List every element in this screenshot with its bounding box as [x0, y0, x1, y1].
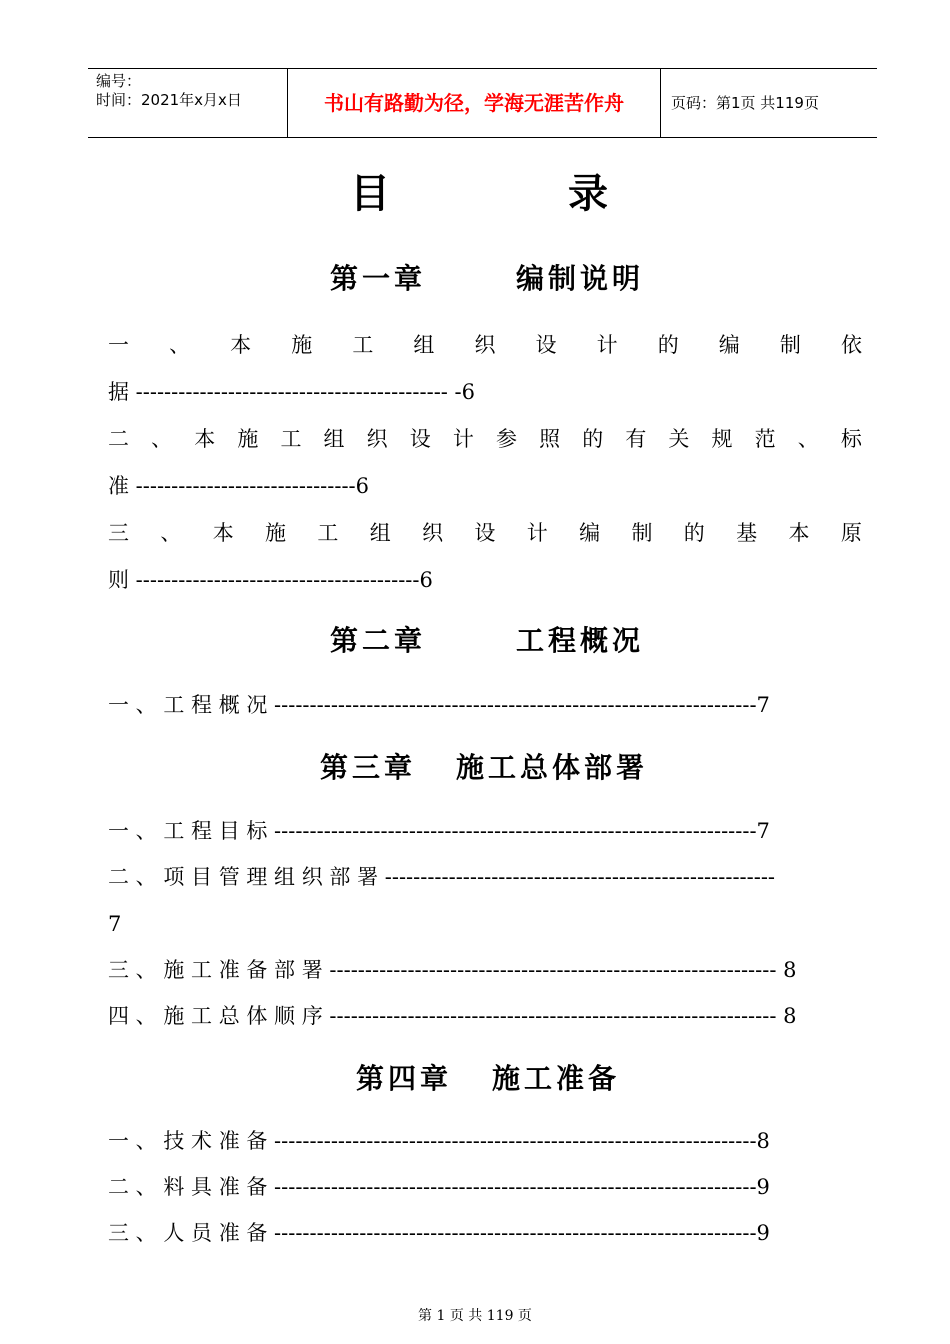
chapter-number: 第二章: [330, 624, 427, 657]
toc-char: 工: [352, 333, 374, 357]
toc-entry-3-2-cont[interactable]: 7: [108, 912, 122, 936]
toc-char: 的: [657, 333, 679, 357]
toc-char: 原: [840, 521, 862, 545]
title-char-1: 目: [350, 170, 390, 217]
toc-char: 制: [631, 521, 653, 545]
document-header: [88, 68, 877, 138]
toc-char: 、: [160, 521, 182, 545]
toc-char: 工: [317, 521, 339, 545]
toc-char: 三: [108, 521, 129, 545]
toc-char: 参: [495, 427, 517, 451]
toc-char: 组: [323, 427, 345, 451]
toc-char: 计: [596, 333, 618, 357]
chapter-name: 工程概况: [516, 624, 645, 657]
toc-char: 本: [230, 333, 252, 357]
toc-entry-3-4[interactable]: 四 、 施 工 总 体 顺 序 --------------------------------------------------------------- 8: [108, 1004, 797, 1028]
toc-char: 织: [422, 521, 444, 545]
toc-char: 标: [840, 427, 862, 451]
chapter-heading-1: [0, 259, 950, 299]
toc-char: 依: [840, 333, 862, 357]
toc-char: 、: [151, 427, 173, 451]
toc-char: 编: [579, 521, 601, 545]
chapter-heading-3: [0, 748, 950, 788]
page-footer: 第 1 页 共 119 页: [418, 1308, 532, 1324]
chapter-number: 第一章: [330, 262, 427, 295]
toc-char: 织: [474, 333, 496, 357]
toc-char: 关: [668, 427, 690, 451]
toc-entry-4-3[interactable]: 三 、 人 员 准 备 --------------------------------------------------------------------9: [108, 1221, 770, 1245]
toc-char: 基: [736, 521, 758, 545]
toc-entry-1-3-line2[interactable]: 则 ----------------------------------------6: [108, 568, 433, 592]
toc-char: 设: [535, 333, 557, 357]
toc-char: 制: [779, 333, 801, 357]
title-char-2: 录: [568, 170, 608, 217]
toc-char: 照: [539, 427, 561, 451]
toc-entry-1-1-line2[interactable]: 据 -------------------------------------------- -6: [108, 380, 476, 404]
toc-char: 有: [625, 427, 647, 451]
toc-char: 施: [265, 521, 287, 545]
toc-entry-4-1[interactable]: 一 、 技 术 准 备 --------------------------------------------------------------------8: [108, 1129, 770, 1153]
toc-char: 设: [474, 521, 496, 545]
toc-char: 本: [194, 427, 216, 451]
toc-entry-4-2[interactable]: 二 、 料 具 准 备 --------------------------------------------------------------------9: [108, 1175, 770, 1199]
toc-char: 组: [413, 333, 435, 357]
toc-char: 二: [108, 427, 129, 451]
toc-char: 设: [409, 427, 431, 451]
toc-char: 范: [754, 427, 776, 451]
toc-entry-1-3-line1: [108, 518, 862, 548]
header-page-info: 页码：第1页 共119页: [671, 94, 819, 112]
toc-entry-1-1-line1: [108, 330, 862, 360]
chapter-heading-2: [0, 621, 950, 661]
chapter-name: 编制说明: [516, 262, 645, 295]
toc-char: 本: [212, 521, 234, 545]
number-label: 编号：: [96, 72, 142, 90]
chapter-name: 施工准备: [492, 1062, 621, 1095]
toc-char: 施: [237, 427, 259, 451]
toc-char: 编: [718, 333, 740, 357]
chapter-number: 第三章: [320, 751, 417, 784]
toc-char: 工: [280, 427, 302, 451]
toc-char: 一: [108, 333, 129, 357]
toc-char: 施: [291, 333, 313, 357]
toc-entry-3-3[interactable]: 三 、 施 工 准 备 部 署 --------------------------------------------------------------- 8: [108, 958, 797, 982]
toc-entry-3-1[interactable]: 一 、 工 程 目 标 --------------------------------------------------------------------7: [108, 819, 770, 843]
toc-entry-1-2-line2[interactable]: 准 -------------------------------6: [108, 474, 370, 498]
toc-entry-3-2[interactable]: 二 、 项 目 管 理 组 织 部 署 -------------------------------------------------------: [108, 865, 776, 889]
chapter-number: 第四章: [356, 1062, 453, 1095]
header-motto: 书山有路勤为径，学海无涯苦作舟: [288, 69, 661, 137]
toc-char: 组: [369, 521, 391, 545]
toc-char: 本: [788, 521, 810, 545]
toc-entry-2-1[interactable]: 一 、 工 程 概 况 --------------------------------------------------------------------7: [108, 693, 770, 717]
toc-char: 规: [711, 427, 733, 451]
header-meta: [88, 69, 288, 137]
toc-char: 、: [169, 333, 191, 357]
chapter-name: 施工总体部署: [456, 751, 649, 784]
time-label: 时间：2021年x月x日: [96, 91, 242, 109]
toc-char: 的: [683, 521, 705, 545]
chapter-heading-4: [0, 1059, 950, 1099]
toc-entry-1-2-line1: [108, 424, 862, 454]
page-title: [0, 166, 950, 222]
toc-char: 、: [797, 427, 819, 451]
toc-char: 的: [582, 427, 604, 451]
toc-char: 计: [452, 427, 474, 451]
toc-char: 计: [526, 521, 548, 545]
toc-char: 织: [366, 427, 388, 451]
